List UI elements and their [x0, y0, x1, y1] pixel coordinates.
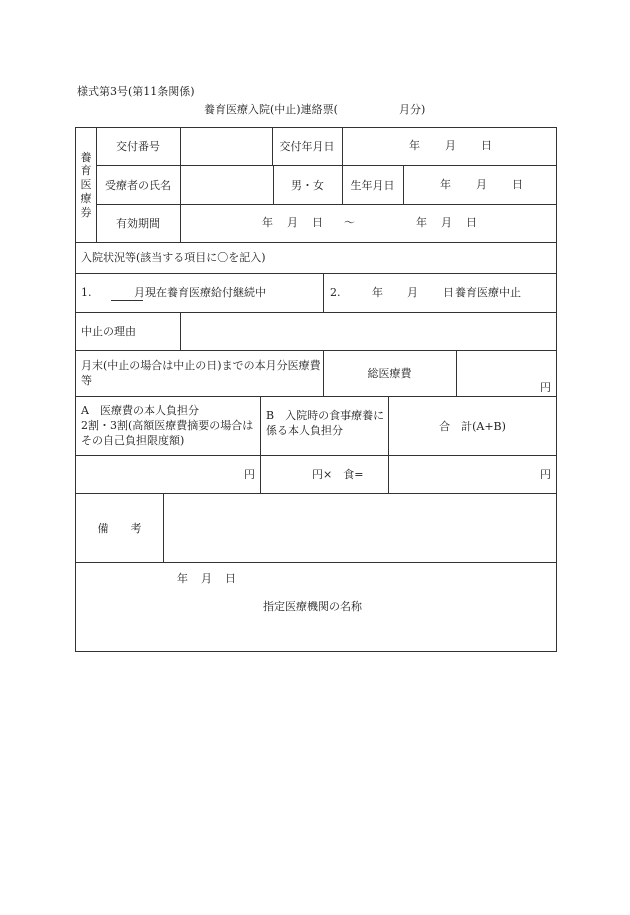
validity-to-month: 月	[441, 216, 452, 229]
divider	[456, 350, 457, 396]
validity-from-day: 日	[312, 216, 323, 229]
validity-from-year: 年	[262, 216, 273, 229]
issue-number-label: 交付番号	[116, 140, 160, 153]
option2-text[interactable]: 養育医療中止	[455, 286, 521, 299]
issue-date-label: 交付年月日	[279, 140, 335, 153]
total-cost-label: 総医療費	[367, 367, 412, 380]
option1-number: 1.	[81, 286, 92, 299]
b-label: B 入院時の食事療養に係る本人負担分	[266, 409, 385, 437]
option2-year: 年	[372, 286, 383, 299]
option1-month: 月	[134, 286, 145, 299]
divider	[75, 562, 557, 563]
a-note: 2割・3割(高額医療費摘要の場合はその自己負担限度額)	[81, 419, 254, 447]
patient-name-field[interactable]	[180, 165, 273, 204]
option2-month: 月	[407, 286, 418, 299]
validity-label: 有効期間	[116, 217, 160, 230]
a-label: A 医療費の本人負担分	[81, 404, 199, 417]
validity-to-day: 日	[466, 216, 477, 229]
gender-select[interactable]: 男・女	[291, 178, 324, 192]
divider	[75, 350, 557, 351]
sum-label: 合 計(A+B)	[439, 419, 506, 433]
stop-reason-label: 中止の理由	[81, 325, 136, 338]
section-label-char: 券	[80, 205, 92, 219]
footer-day: 日	[225, 572, 236, 585]
divider	[75, 273, 557, 274]
section-label-char: 医	[80, 178, 92, 192]
issue-date-month: 月	[445, 139, 456, 152]
divider	[75, 455, 557, 456]
divider	[75, 242, 557, 243]
form-title: 養育医療入院(中止)連絡票(	[204, 103, 338, 116]
validity-from-month: 月	[287, 216, 298, 229]
divider	[260, 396, 261, 493]
divider	[323, 273, 324, 312]
status-heading: 入院状況等(該当する項目に〇を記入)	[81, 251, 266, 264]
validity-to-year: 年	[416, 216, 427, 229]
footer-year: 年	[177, 572, 188, 585]
birth-date-year: 年	[440, 178, 451, 191]
monthly-cost-label: 月末(中止の場合は中止の日)までの本月分医療費等	[81, 359, 321, 387]
remarks-label: 備 考	[97, 521, 142, 535]
institution-label: 指定医療機関の名称	[263, 600, 362, 613]
issue-date-year: 年	[409, 139, 420, 152]
option2-number: 2.	[330, 286, 341, 299]
a-yen: 円	[244, 468, 255, 481]
remarks-field[interactable]	[163, 493, 557, 562]
stop-reason-field[interactable]	[180, 312, 557, 350]
sum-yen: 円	[540, 468, 551, 481]
issue-number-field[interactable]	[180, 127, 272, 165]
section-label-text	[81, 151, 92, 220]
validity-tilde: 〜	[344, 216, 355, 229]
form-title-month: 月分)	[399, 103, 426, 116]
issue-date-day: 日	[481, 139, 492, 152]
total-cost-yen: 円	[540, 381, 551, 394]
birth-date-day: 日	[512, 178, 523, 191]
b-yen: 円× 食=	[312, 468, 364, 481]
section-label-char: 療	[80, 191, 92, 205]
section-label	[76, 128, 96, 242]
divider	[403, 165, 404, 204]
form-id: 様式第3号(第11条関係)	[77, 85, 195, 98]
section-label-char: 育	[80, 164, 92, 178]
birth-date-label: 生年月日	[350, 178, 395, 192]
option1-text[interactable]: 現在養育医療給付継続中	[145, 286, 266, 299]
option1-month-underline	[111, 300, 143, 301]
footer-month: 月	[201, 572, 212, 585]
birth-date-month: 月	[476, 178, 487, 191]
option2-day: 日	[443, 286, 454, 299]
patient-name-label: 受療者の氏名	[105, 178, 171, 192]
section-label-char: 養	[80, 150, 92, 164]
